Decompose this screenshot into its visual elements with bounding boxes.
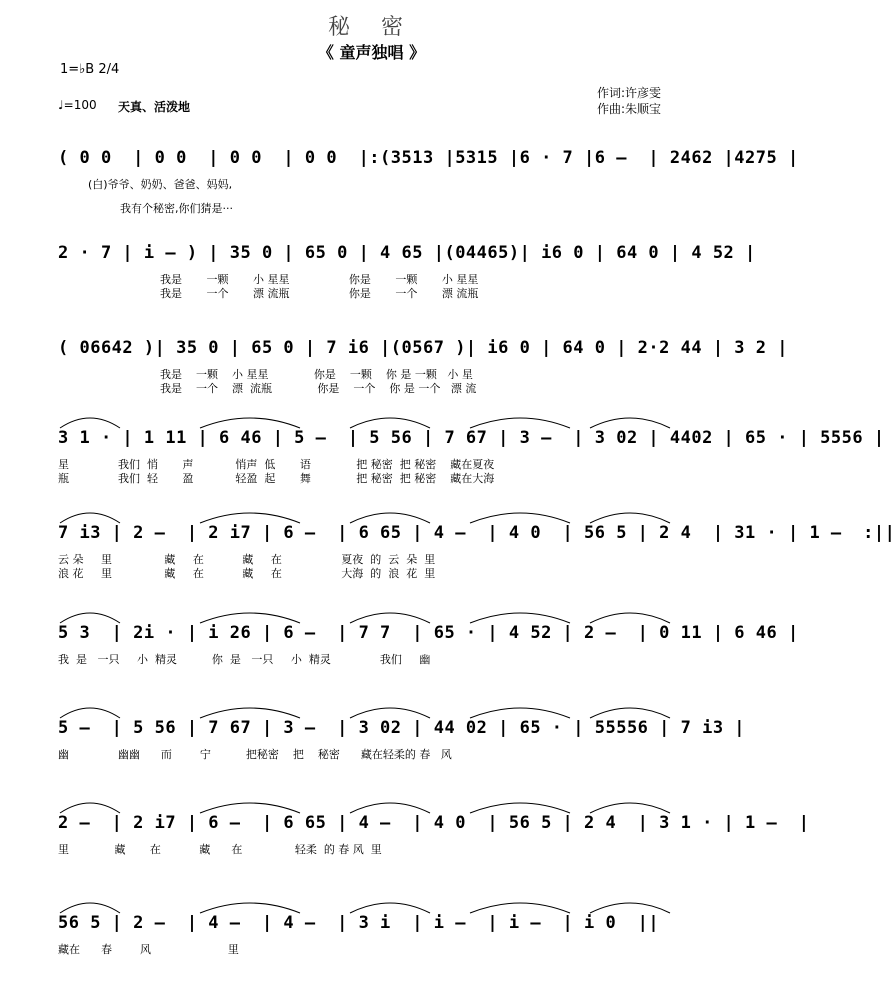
slur-arc	[200, 708, 300, 718]
notation-line: ( 06642 )| 35 0 | 65 0 | 7 i6 |(0567 )| i6 0 | 64 0 | 2·2 44 | 3 2 |	[58, 338, 788, 358]
slur-arc	[350, 418, 430, 428]
slur-arc	[350, 513, 430, 523]
slur-arc	[470, 613, 570, 623]
slur-arc	[200, 513, 300, 523]
slur-arc	[60, 708, 120, 718]
composer-credit: 作曲:朱顺宝	[597, 102, 662, 116]
lyric-line: 我是 一个 漂 流瓶 你是 一个 漂 流瓶	[160, 287, 479, 300]
slur-marks	[50, 889, 700, 919]
slur-marks	[50, 599, 700, 629]
lyric-line: 我有个秘密,你们猜是···	[120, 202, 233, 215]
lyric-line: 藏在 春 风 里	[58, 943, 239, 956]
song-subtitle: 《 童声独唱 》	[317, 43, 426, 62]
slur-marks	[50, 499, 700, 529]
slur-arc	[60, 803, 120, 813]
notation-line: 3 1 · | 1 11 | 6 46 | 5 – | 5 56 | 7 67 | 3 – | 3 02 | 4402 | 65 · | 5556 |	[58, 428, 885, 448]
lyric-line: 我是 一颗 小 星星 你是 一颗 你 是 一颗 小 星	[160, 368, 473, 381]
slur-arc	[350, 613, 430, 623]
lyric-line: 幽 幽幽 而 宁 把秘密 把 秘密 藏在轻柔的 春 风	[58, 748, 452, 761]
slur-arc	[470, 708, 570, 718]
slur-marks	[50, 789, 700, 819]
slur-arc	[200, 903, 300, 913]
notation-line: 56 5 | 2 – | 4 – | 4 – | 3 i | i – | i – | i 0 ||	[58, 913, 660, 933]
slur-arc	[470, 513, 570, 523]
lyric-line: 瓶 我们 轻 盈 轻盈 起 舞 把 秘密 把 秘密 藏在大海	[58, 472, 495, 485]
lyric-line: 我是 一颗 小 星星 你是 一颗 小 星星	[160, 273, 479, 286]
slur-arc	[590, 708, 670, 718]
slur-marks	[50, 404, 700, 434]
slur-arc	[590, 613, 670, 623]
notation-line: 5 – | 5 56 | 7 67 | 3 – | 3 02 | 44 02 | 65 · | 55556 | 7 i3 |	[58, 718, 746, 738]
key-signature: 1=♭B 2/4	[60, 62, 120, 77]
notation-line: 7 i3 | 2 – | 2 i7 | 6 – | 6 65 | 4 – | 4 0 | 56 5 | 2 4 | 31 · | 1 – :||	[58, 523, 895, 543]
slur-arc	[350, 803, 430, 813]
lyric-line: (白)爷爷、奶奶、爸爸、妈妈,	[88, 178, 233, 191]
song-title: 秘 密	[328, 15, 415, 40]
lyric-line: 云 朵 里 藏 在 藏 在 夏夜 的 云 朵 里	[58, 553, 436, 566]
lyric-line: 里 藏 在 藏 在 轻柔 的 春 风 里	[58, 843, 382, 856]
mood-marking: 天真、活泼地	[118, 100, 191, 114]
slur-arc	[590, 418, 670, 428]
slur-arc	[200, 418, 300, 428]
lyric-line: 浪 花 里 藏 在 藏 在 大海 的 浪 花 里	[58, 567, 436, 580]
notation-line: ( 0 0 | 0 0 | 0 0 | 0 0 |:(3513 |5315 |6 · 7 |6 – | 2462 |4275 |	[58, 148, 799, 168]
slur-arc	[470, 903, 570, 913]
slur-arc	[590, 513, 670, 523]
notation-line: 5 3 | 2i · | i 26 | 6 – | 7 7 | 65 · | 4 52 | 2 – | 0 11 | 6 46 |	[58, 623, 799, 643]
lyric-line: 我 是 一只 小 精灵 你 是 一只 小 精灵 我们 幽	[58, 653, 431, 666]
slur-arc	[590, 903, 670, 913]
slur-arc	[470, 803, 570, 813]
slur-arc	[350, 903, 430, 913]
slur-arc	[350, 708, 430, 718]
lyric-line: 星 我们 悄 声 悄声 低 语 把 秘密 把 秘密 藏在夏夜	[58, 458, 495, 471]
slur-arc	[470, 418, 570, 428]
slur-arc	[200, 803, 300, 813]
slur-arc	[60, 613, 120, 623]
notation-line: 2 – | 2 i7 | 6 – | 6 65 | 4 – | 4 0 | 56 5 | 2 4 | 3 1 · | 1 – |	[58, 813, 810, 833]
lyric-line: 我是 一个 漂 流瓶 你是 一个 你 是 一个 漂 流	[160, 382, 477, 395]
slur-arc	[200, 613, 300, 623]
slur-marks	[50, 694, 700, 724]
slur-arc	[60, 903, 120, 913]
lyricist-credit: 作词:许彦雯	[597, 86, 662, 100]
notation-line: 2 · 7 | i – ) | 35 0 | 65 0 | 4 65 |(04465)| i6 0 | 64 0 | 4 52 |	[58, 243, 756, 263]
slur-arc	[590, 803, 670, 813]
tempo-marking: ♩=100	[58, 98, 97, 112]
slur-arc	[60, 418, 120, 428]
slur-arc	[60, 513, 120, 523]
